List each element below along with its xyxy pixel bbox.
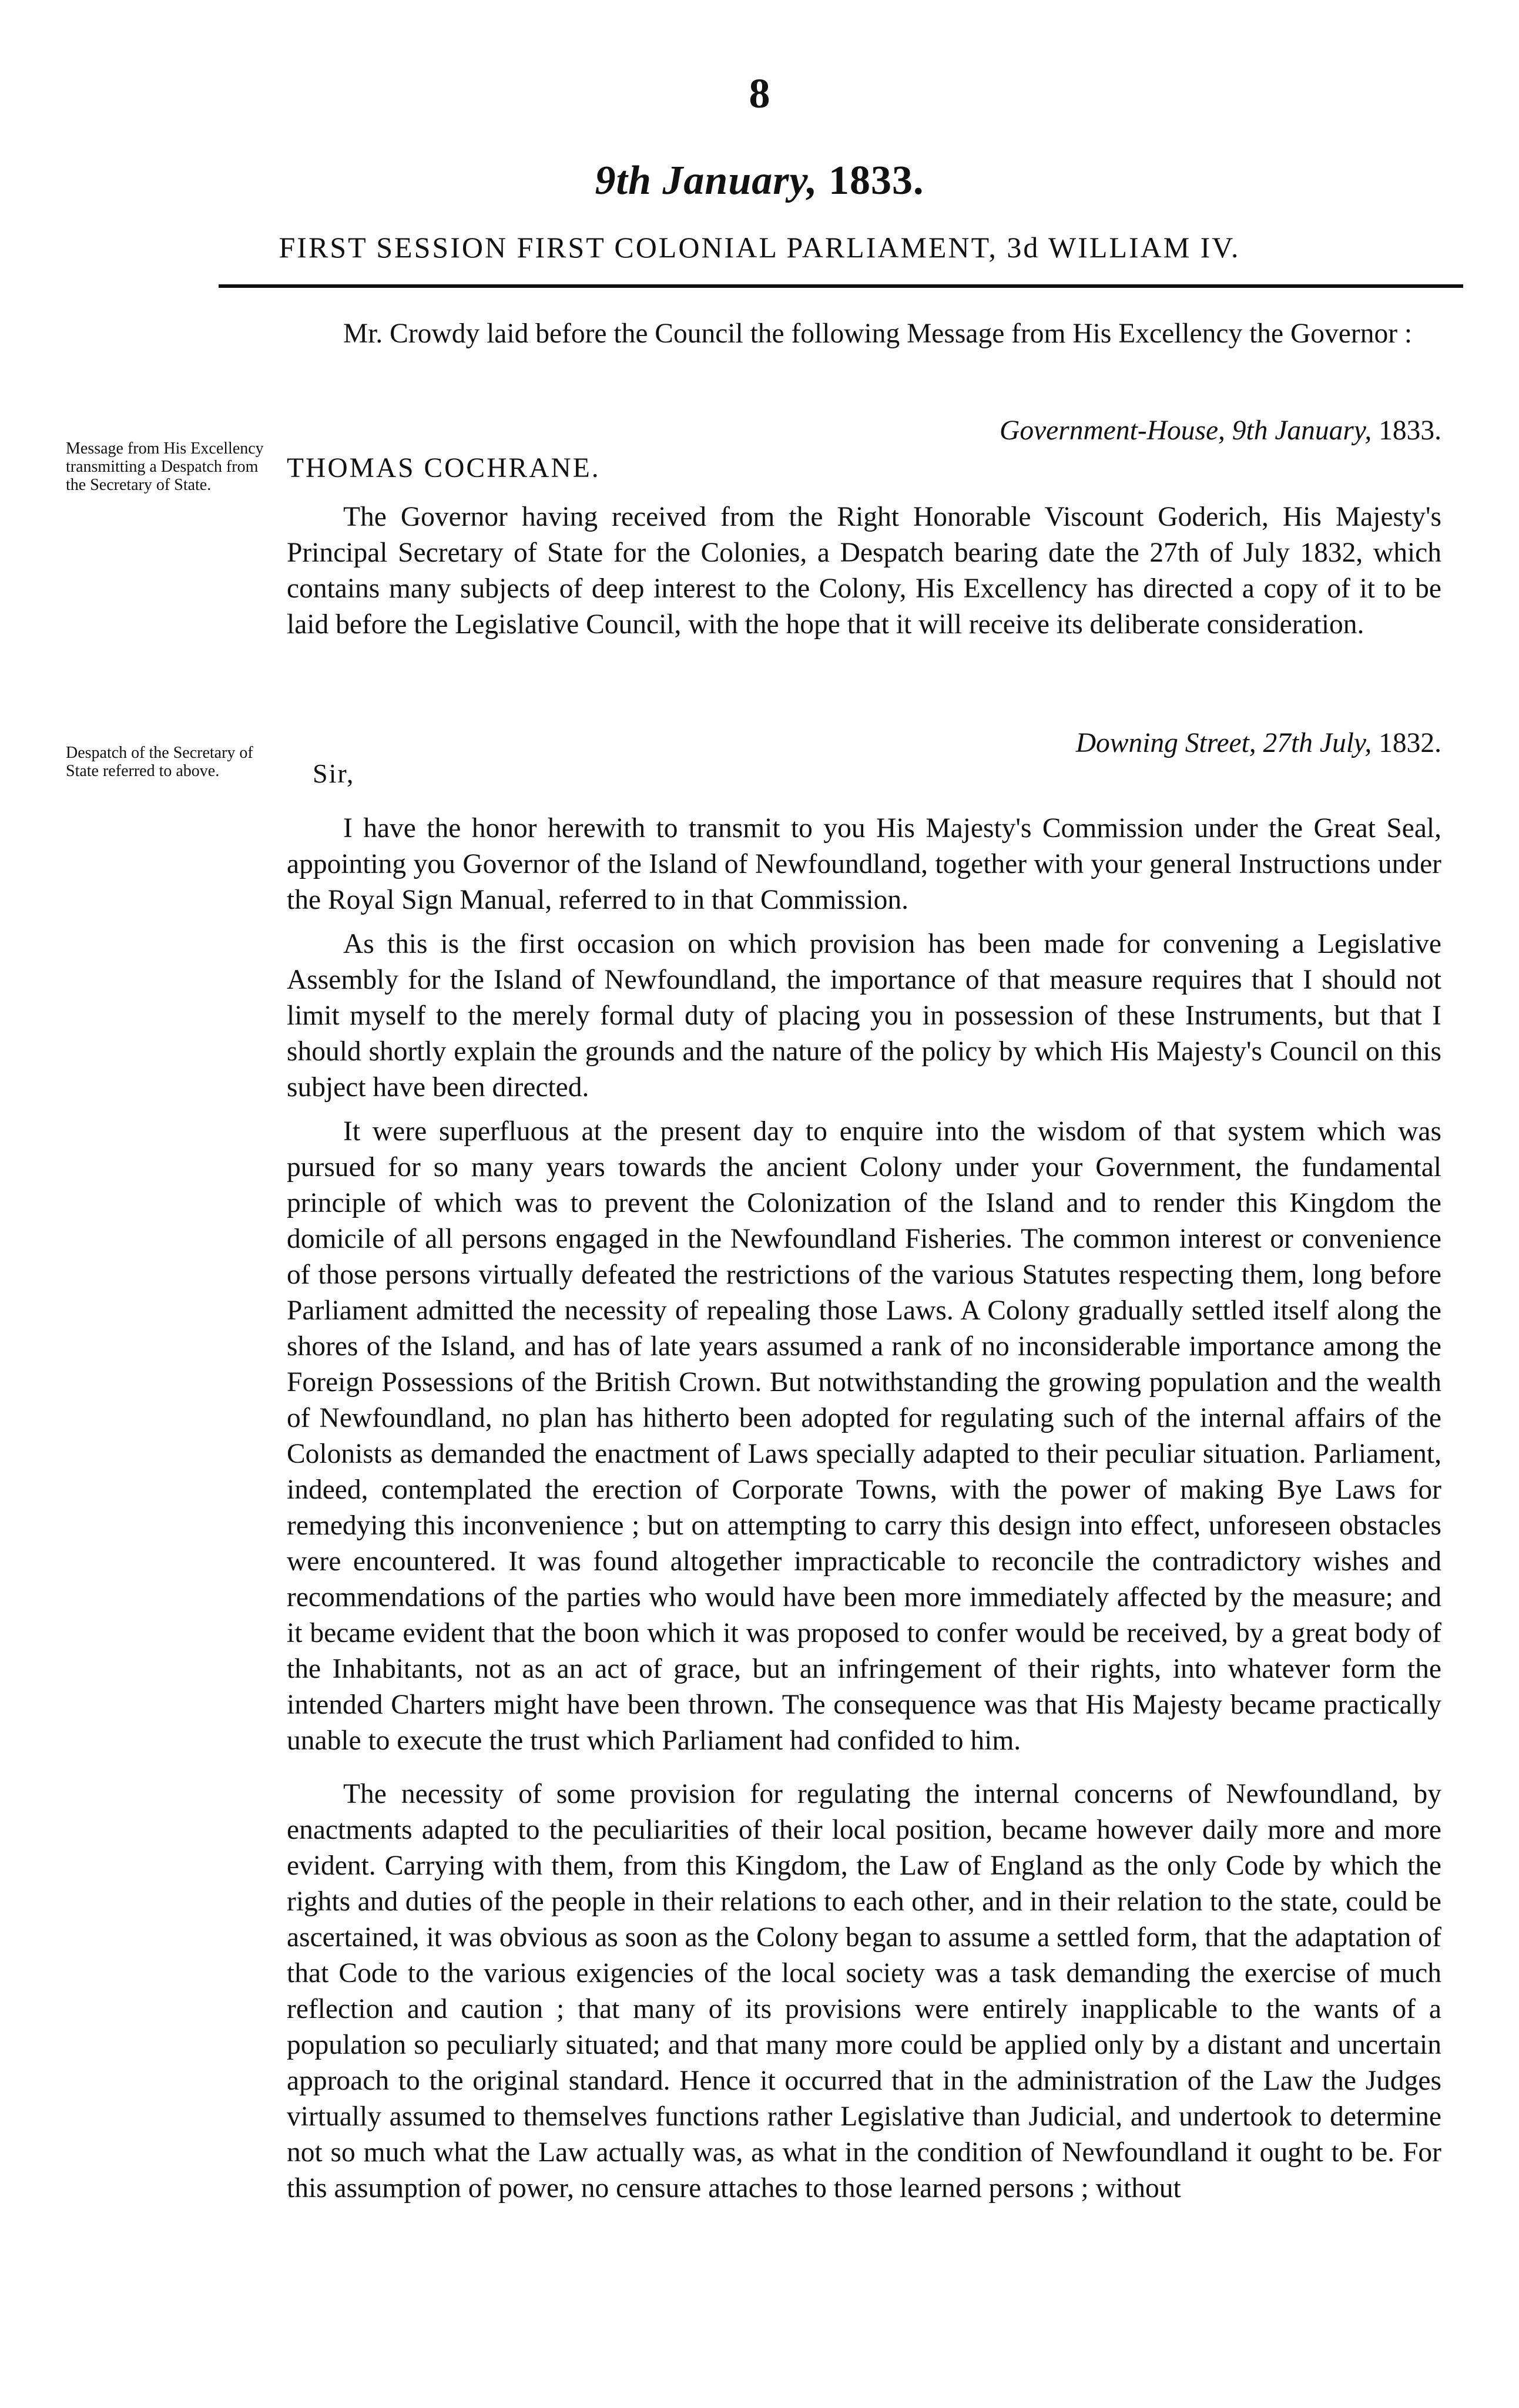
message-body-block xyxy=(287,499,1441,643)
session-date-day: 9th January, xyxy=(595,158,818,203)
session-title: FIRST SESSION FIRST COLONIAL PARLIAMENT, 3d WILLIAM IV. xyxy=(279,231,1240,264)
margin-note-despatch: Despatch of the Secretary of State referred to above. xyxy=(66,744,253,780)
page-number: 8 xyxy=(749,70,770,117)
intro-paragraph-block xyxy=(287,316,1441,352)
message-place-date-year: 1833. xyxy=(1379,415,1441,446)
despatch-body xyxy=(287,811,1441,2207)
message-body: The Governor having received from the Right Honorable Viscount Goderich, His Majesty's Principal Secretary of State for the Colonies, a Despatch bearing date the 27th of July 1832, which contains many subjects of deep interest to the Colony, His Excellency has directed a copy of it to be laid before the Legislative Council, with the hope that it will receive its deliberate consideration. xyxy=(287,502,1441,640)
despatch-place-date-text: Downing Street, 27th July, xyxy=(1075,728,1372,758)
despatch-paragraph: I have the honor herewith to transmit to you His Majesty's Commission under the Great Seal, appointing you Governor of the Island of Newfoundland, together with your general Instructions under the Royal Sign Manual, referred to in that Commission. xyxy=(287,813,1441,915)
despatch-paragraph: The necessity of some provision for regulating the internal concerns of Newfoundland, by enactments adapted to the peculiarities of their local position, became however daily more and more evident. Carrying with them, from this Kingdom, the Law of England as the only Code by which the rights and duties of the people in their relations to each other, and in their relation to the state, could be ascertained, it was obvious as soon as the Colony began to assume a settled form, that the adaptation of that Code to the various exigencies of the local society was a task demanding the exercise of much reflection and caution ; that many of its provisions were entirely inapplicable to the wants of a population so peculiarly situated; and that many more could be applied only by a distant and uncertain approach to the original standard. Hence it occurred that in the administration of the Law the Judges virtually assumed to themselves functions rather Legislative than Judicial, and undertook to determine not so much what the Law actually was, as what in the condition of Newfoundland it ought to be. For this assumption of power, no censure attaches to those learned persons ; without xyxy=(287,1779,1441,2204)
despatch-place-date-year: 1832. xyxy=(1379,728,1441,758)
message-place-date-text: Government-House, 9th January, xyxy=(1000,415,1372,446)
session-date xyxy=(0,157,1519,204)
message-signatory: THOMAS COCHRANE. xyxy=(287,453,601,483)
header-rule xyxy=(219,284,1463,288)
despatch-paragraph: As this is the first occasion on which provision has been made for convening a Legislative Assembly for the Island of Newfoundland, the importance of that measure requires that I should not limit myself to the merely formal duty of placing you in possession of these Instruments, but that I should shortly explain the grounds and the nature of the policy by which His Majesty's Council on this subject have been directed. xyxy=(287,929,1441,1103)
margin-note-message: Message from His Excellency transmitting a Despatch from the Secretary of State. xyxy=(66,439,264,494)
intro-paragraph: Mr. Crowdy laid before the Council the following Message from His Excellency the Governor : xyxy=(343,318,1413,349)
despatch-paragraph: It were superfluous at the present day to enquire into the wisdom of that system which was pursued for so many years towards the ancient Colony under your Government, the fundamental principle of which was to prevent the Colonization of the Island and to render this Kingdom the domicile of all persons engaged in the Newfoundland Fisheries. The common interest or convenience of those persons virtually defeated the restrictions of the various Statutes respecting them, long before Parliament admitted the necessity of repealing those Laws. A Colony gradually settled itself along the shores of the Island, and has of late years assumed a rank of no inconsiderable importance among the Foreign Possessions of the British Crown. But notwithstanding the growing population and the wealth of Newfoundland, no plan has hitherto been adopted for regulating such of the internal affairs of the Colonists as demanded the enactment of Laws specially adapted to their peculiar situation. Parliament, indeed, contemplated the erection of Corporate Towns, with the power of making Bye Laws for remedying this inconvenience ; but on attempting to carry this design into effect, unforeseen obstacles were encountered. It was found altogether impracticable to reconcile the contradictory wishes and recommendations of the parties who would have been more immediately affected by the measure; and it became evident that the boon which it was proposed to confer would be received, by a great body of the Inhabitants, not as an act of grace, but an infringement of their rights, into whatever form the intended Charters might have been thrown. The consequence was that His Majesty became practically unable to execute the trust which Parliament had confided to him. xyxy=(287,1116,1441,1756)
despatch-salutation: Sir, xyxy=(313,758,355,788)
session-date-year: 1833. xyxy=(828,158,924,203)
